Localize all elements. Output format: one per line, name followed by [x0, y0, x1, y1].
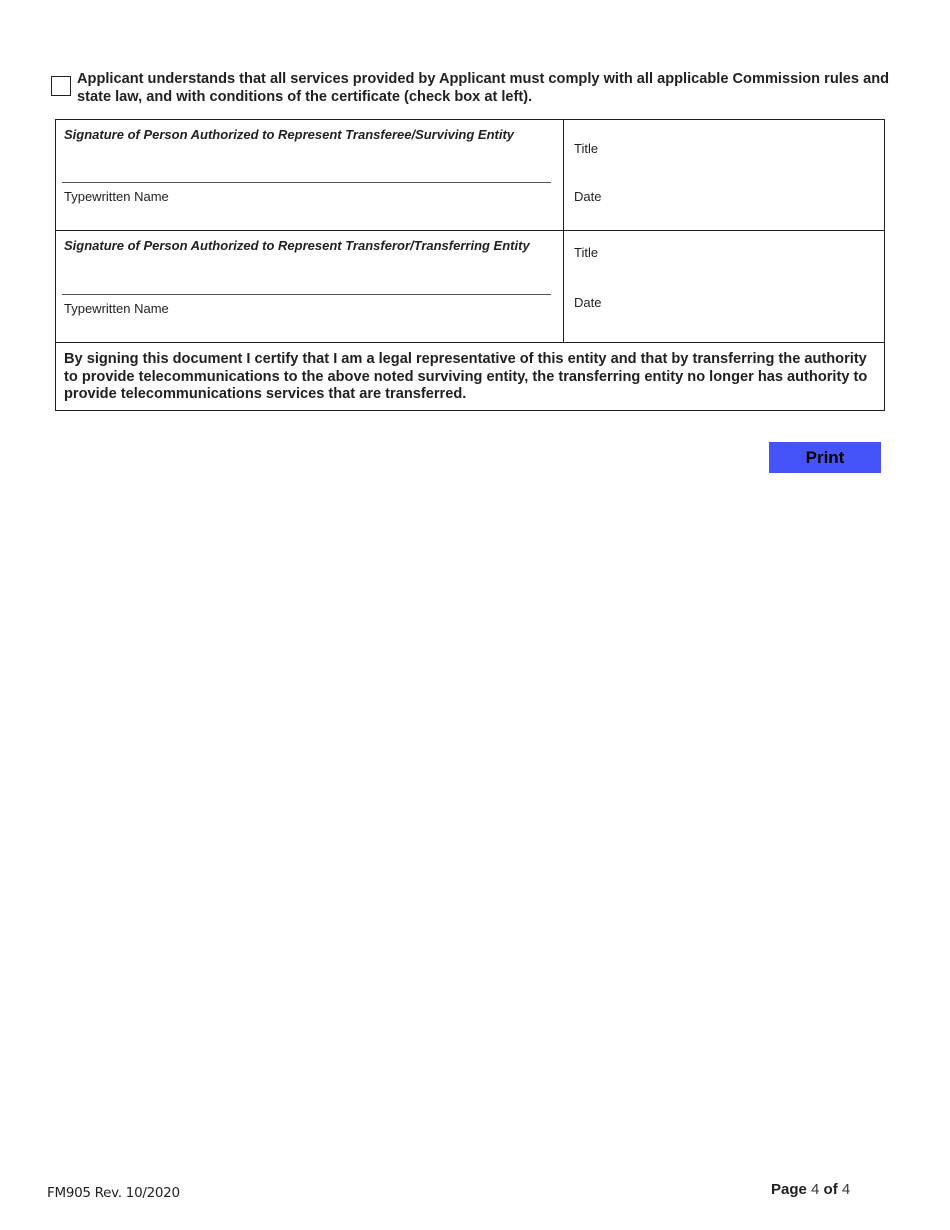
- acknowledgement-text: Applicant understands that all services provided by Applicant must comply with all applicable Commission rules and state law, and with conditions of the certificate (check box at left).: [77, 71, 890, 105]
- transferor-signature-block: [56, 231, 884, 343]
- transferee-title-label: Title: [574, 141, 599, 156]
- transferee-name-label: Typewritten Name: [64, 189, 169, 204]
- signature-table: [55, 119, 885, 411]
- page-total: 4: [841, 1181, 851, 1198]
- column-divider: [563, 231, 564, 342]
- transferor-signature-label: Signature of Person Authorized to Represent Transferor/Transferring Entity: [64, 238, 530, 253]
- print-button[interactable]: Print: [769, 442, 881, 473]
- transferor-signature-line[interactable]: [62, 294, 551, 295]
- transferee-signature-block: [56, 120, 884, 231]
- column-divider: [563, 120, 564, 230]
- transferee-signature-line[interactable]: [62, 182, 551, 183]
- certification-text: By signing this document I certify that I am a legal representative of this entity and that by transferring the authority to provide telecommunications to the above noted surviving entity, the transferring entity no longer has authority to provide telecommunications services that are transferred.: [64, 351, 868, 402]
- acknowledgement-checkbox[interactable]: [51, 76, 71, 96]
- form-code: FM905 Rev. 10/2020: [47, 1185, 180, 1201]
- page-indicator: [771, 1181, 850, 1198]
- transferor-date-label: Date: [574, 295, 602, 310]
- transferee-signature-label: Signature of Person Authorized to Represent Transferee/Surviving Entity: [64, 127, 515, 142]
- transferor-name-label: Typewritten Name: [64, 301, 169, 316]
- transferor-title-label: Title: [574, 245, 599, 260]
- page-current: 4: [811, 1181, 820, 1198]
- transferee-date-label: Date: [574, 189, 602, 204]
- of-word: of: [823, 1181, 838, 1198]
- page-word: Page: [771, 1181, 807, 1198]
